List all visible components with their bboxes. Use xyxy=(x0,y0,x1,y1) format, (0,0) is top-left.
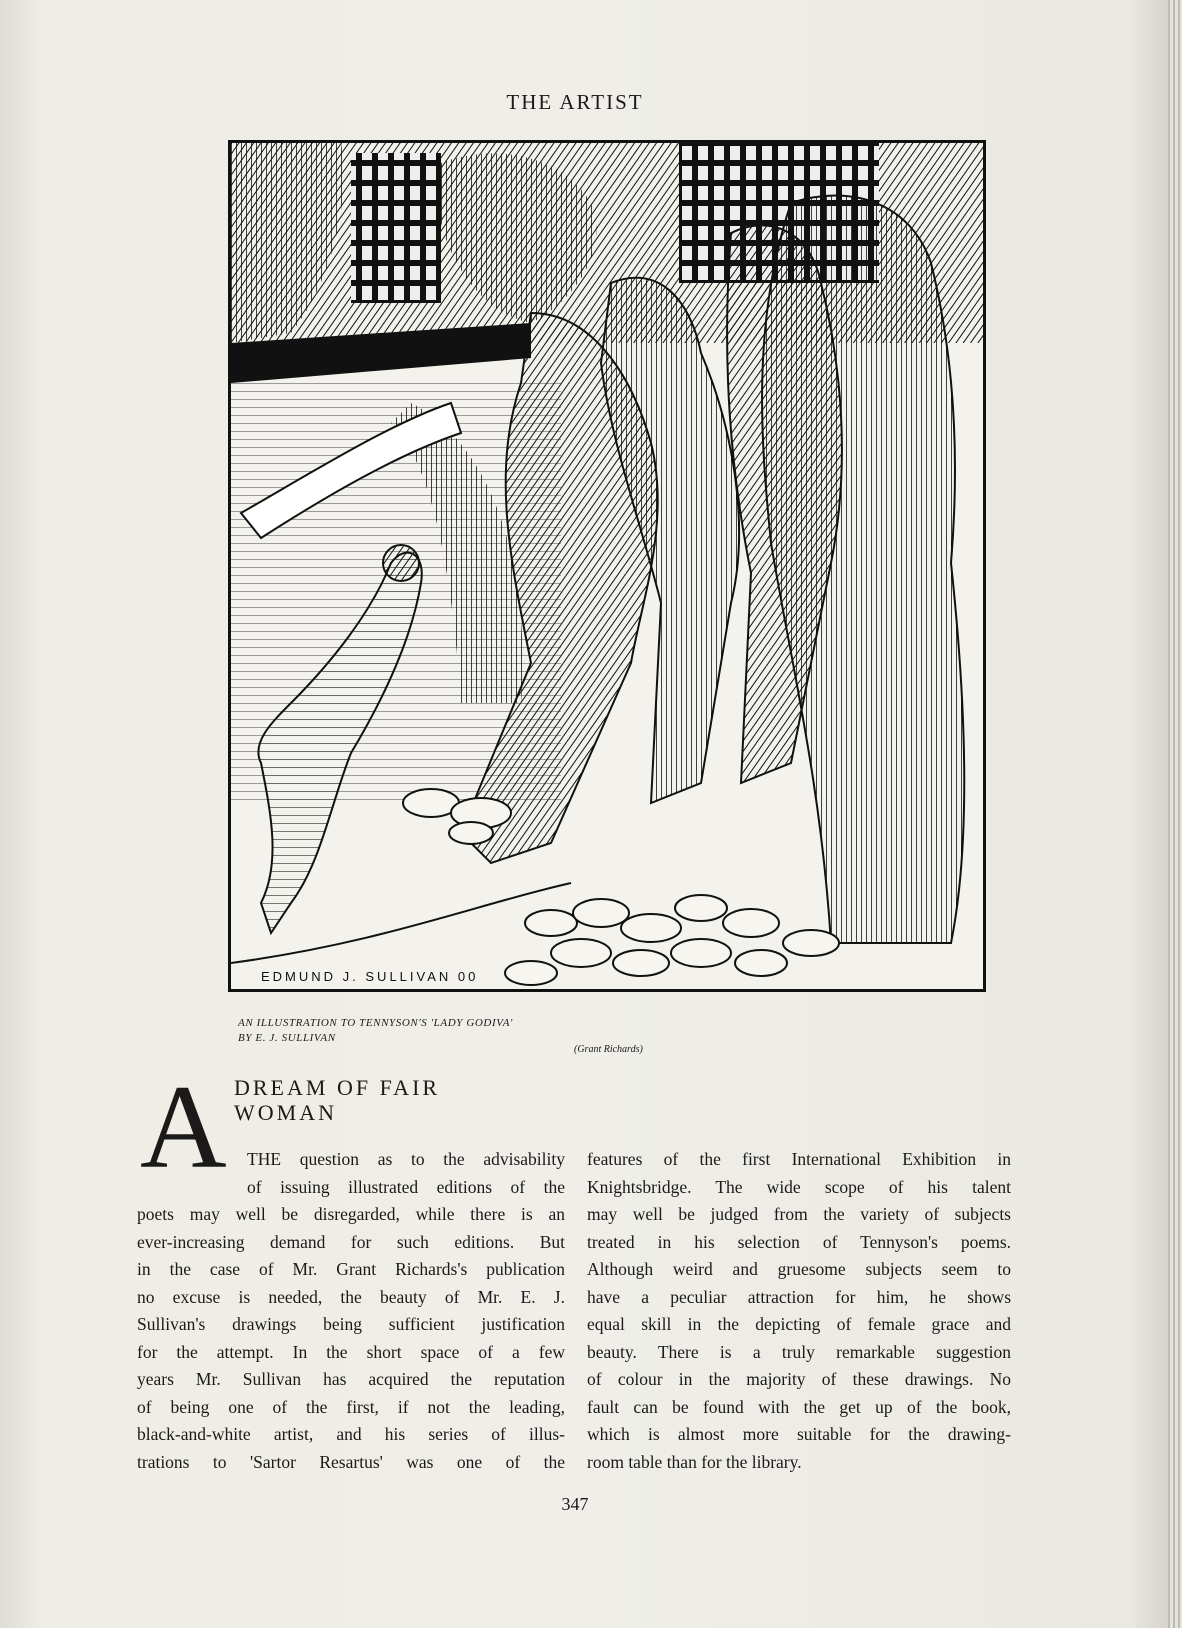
page-number: 347 xyxy=(561,1494,589,1514)
text-line: beauty. There is a truly remarkable suggestion xyxy=(587,1341,1011,1362)
text-line: years Mr. Sullivan has acquired the reputation xyxy=(137,1369,565,1389)
illustration-signature: EDMUND J. SULLIVAN 00 xyxy=(261,969,479,984)
text-line: trations to 'Sartor Resartus' was one of the xyxy=(137,1451,565,1472)
article-title xyxy=(234,1075,574,1125)
text-line: for the attempt. In the short space of a few xyxy=(137,1341,565,1362)
text-line: equal skill in the depicting of female grace and xyxy=(587,1314,1011,1334)
text-line: features of the first International Exhibition in xyxy=(587,1149,1011,1169)
text-line: of colour in the majority of these drawings. No xyxy=(587,1369,1011,1389)
illustration-caption xyxy=(238,1016,678,1046)
text-line: have a peculiar attraction for him, he shows xyxy=(587,1286,1011,1307)
caption-credit: (Grant Richards) xyxy=(574,1044,643,1055)
text-line: THE question as to the advisability xyxy=(247,1149,565,1169)
illustration-plate xyxy=(228,140,986,992)
article-column-2 xyxy=(587,1146,1011,1476)
pen-and-ink-illustration-icon xyxy=(231,143,983,989)
text-line: treated in his selection of Tennyson's poems. xyxy=(587,1231,1011,1252)
text-line: Sullivan's drawings being sufficient justification xyxy=(137,1314,565,1334)
text-line: of being one of the first, if not the leading, xyxy=(137,1396,565,1417)
text-line: poets may well be disregarded, while there is an xyxy=(137,1204,565,1224)
article-title-line-1: DREAM OF FAIR xyxy=(234,1075,441,1100)
text-line: may well be judged from the variety of subjects xyxy=(587,1204,1011,1224)
text-line: ever-increasing demand for such editions. But xyxy=(137,1231,565,1252)
text-line: black-and-white artist, and his series of illus- xyxy=(137,1424,565,1444)
article-title-line-2: WOMAN xyxy=(234,1100,337,1125)
text-line: fault can be found with the get up of the book, xyxy=(587,1396,1011,1417)
caption-line-1: AN ILLUSTRATION TO TENNYSON'S 'LADY GODIVA' xyxy=(238,1017,514,1029)
running-head: THE ARTIST xyxy=(506,90,644,114)
text-line: of issuing illustrated editions of the xyxy=(247,1176,565,1197)
article-column-1 xyxy=(137,1146,565,1476)
text-line: in the case of Mr. Grant Richards's publication xyxy=(137,1259,565,1279)
text-line: Knightsbridge. The wide scope of his talent xyxy=(587,1176,1011,1197)
text-line: no excuse is needed, the beauty of Mr. E. J. xyxy=(137,1286,565,1307)
drop-cap: A xyxy=(140,1060,227,1193)
text-line: Although weird and gruesome subjects seem to xyxy=(587,1259,1011,1279)
text-line: room table than for the library. xyxy=(587,1451,802,1472)
caption-line-2: BY E. J. SULLIVAN xyxy=(238,1032,336,1044)
page-binding-edge xyxy=(1168,0,1182,1628)
text-line: which is almost more suitable for the drawing- xyxy=(587,1424,1011,1444)
